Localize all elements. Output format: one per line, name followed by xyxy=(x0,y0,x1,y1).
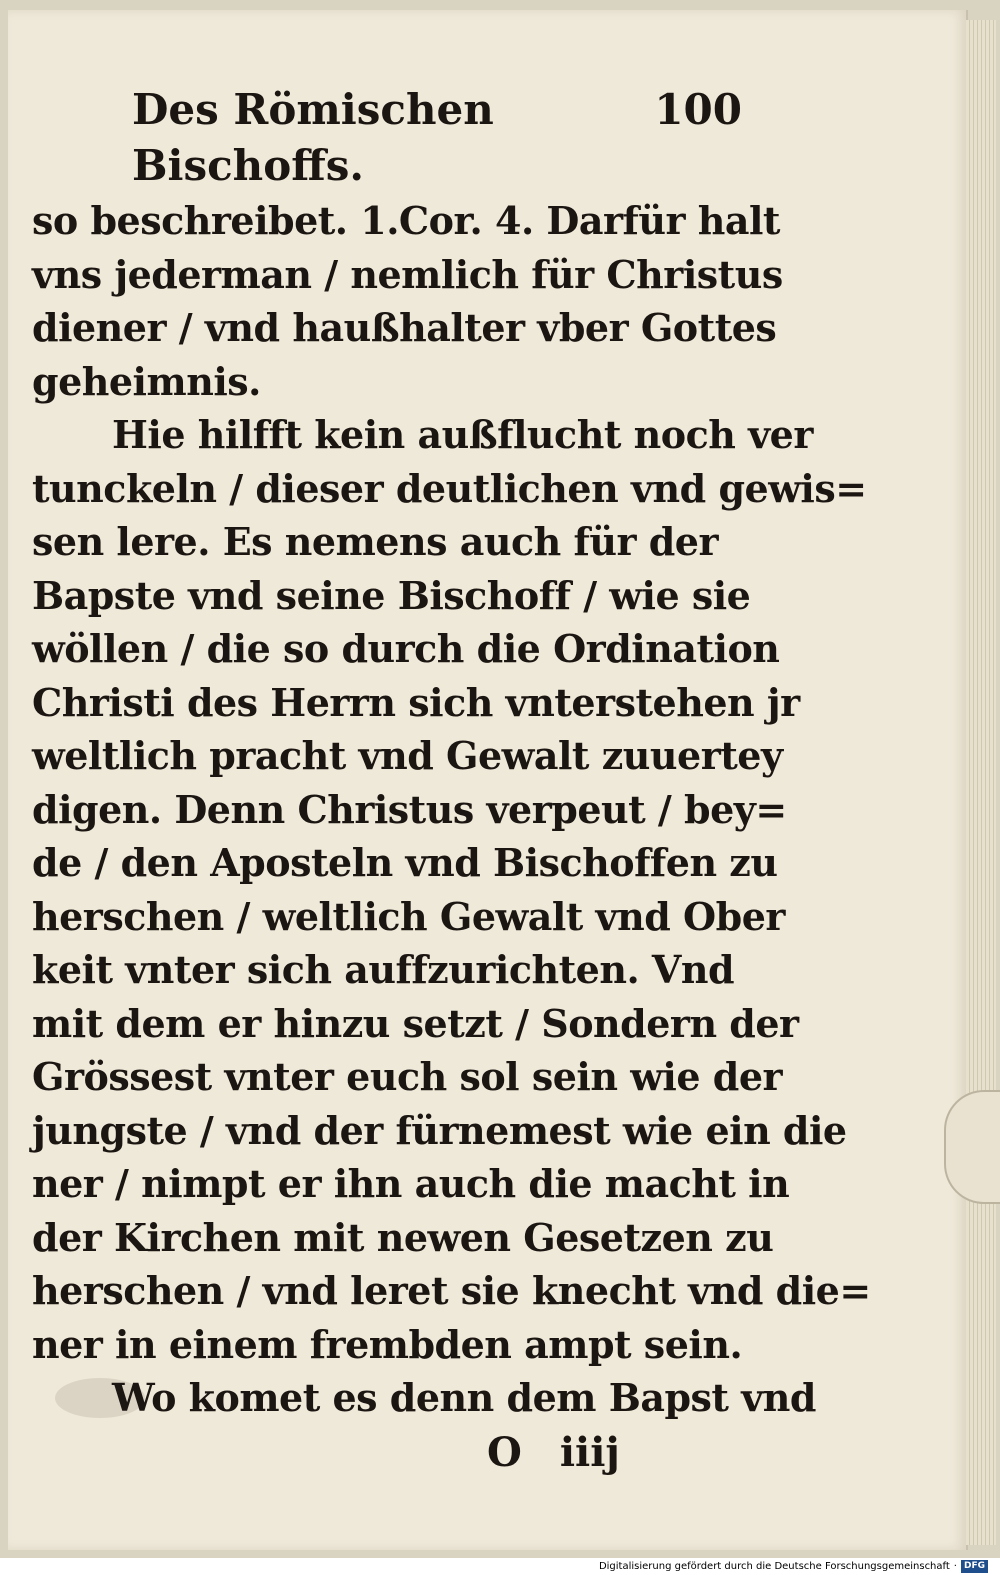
page-number: 100 xyxy=(654,85,742,134)
dfg-logo: DFG xyxy=(961,1560,988,1573)
signature-number: iiij xyxy=(559,1428,620,1476)
text-line: de / den Aposteln vnd Bischoffen zu xyxy=(32,840,778,885)
text-line: mit dem er hinzu setzt / Sondern der xyxy=(32,1000,799,1046)
text-line: diener / vnd haußhalter vber Gottes xyxy=(32,305,777,350)
text-line: ner in einem frembden ampt sein. xyxy=(32,1321,743,1367)
text-line: der Kirchen mit newen Gesetzen zu xyxy=(32,1214,774,1260)
text-line: vns jederman / nemlich für Christus xyxy=(32,251,783,297)
footer-credit: Digitalisierung gefördert durch die Deutsche Forschungsgemeinschaft xyxy=(598,1561,950,1572)
text-line: Hie hilfft kein außflucht noch ver xyxy=(112,412,813,457)
page-edges xyxy=(966,20,996,1545)
signature-mark xyxy=(487,1425,752,1481)
footer-separator: · xyxy=(953,1561,957,1572)
text-line: sen lere. Es nemens auch für der xyxy=(32,519,718,564)
text-line: keit vnter sich auffzurichten. Vnd xyxy=(32,947,735,992)
text-line: digen. Denn Christus verpeut / bey= xyxy=(32,786,787,832)
text-line: geheimnis. xyxy=(32,358,261,404)
running-header xyxy=(132,82,742,194)
text-line: wöllen / die so durch die Ordination xyxy=(32,626,780,671)
text-line: herschen / weltlich Gewalt vnd Ober xyxy=(32,893,785,939)
fore-edge-tab xyxy=(944,1090,1000,1204)
text-line: so beschreibet. 1.Cor. 4. Darfür halt xyxy=(32,198,780,243)
text-line: tunckeln / dieser deutlichen vnd gewis= xyxy=(32,465,867,511)
header-title: Des Römischen Bischoffs. xyxy=(132,85,494,190)
text-line: ner / nimpt er ihn auch die macht in xyxy=(32,1161,790,1206)
text-line: jungste / vnd der fürnemest wie ein die xyxy=(32,1107,847,1153)
text-line: Grössest vnter euch sol sein wie der xyxy=(32,1054,783,1099)
text-line: Bapste vnd seine Bischoff / wie sie xyxy=(32,572,751,618)
text-line: Christi des Herrn sich vnterstehen jr xyxy=(32,679,800,725)
signature-letter: O xyxy=(487,1428,522,1476)
text-line: weltlich pracht vnd Gewalt zuuertey xyxy=(32,733,783,778)
text-line: Wo komet es denn dem Bapst vnd xyxy=(112,1375,816,1420)
digitization-footer xyxy=(0,1558,1000,1575)
text-block xyxy=(32,82,871,1481)
text-line: herschen / vnd leret sie knecht vnd die= xyxy=(32,1268,871,1313)
